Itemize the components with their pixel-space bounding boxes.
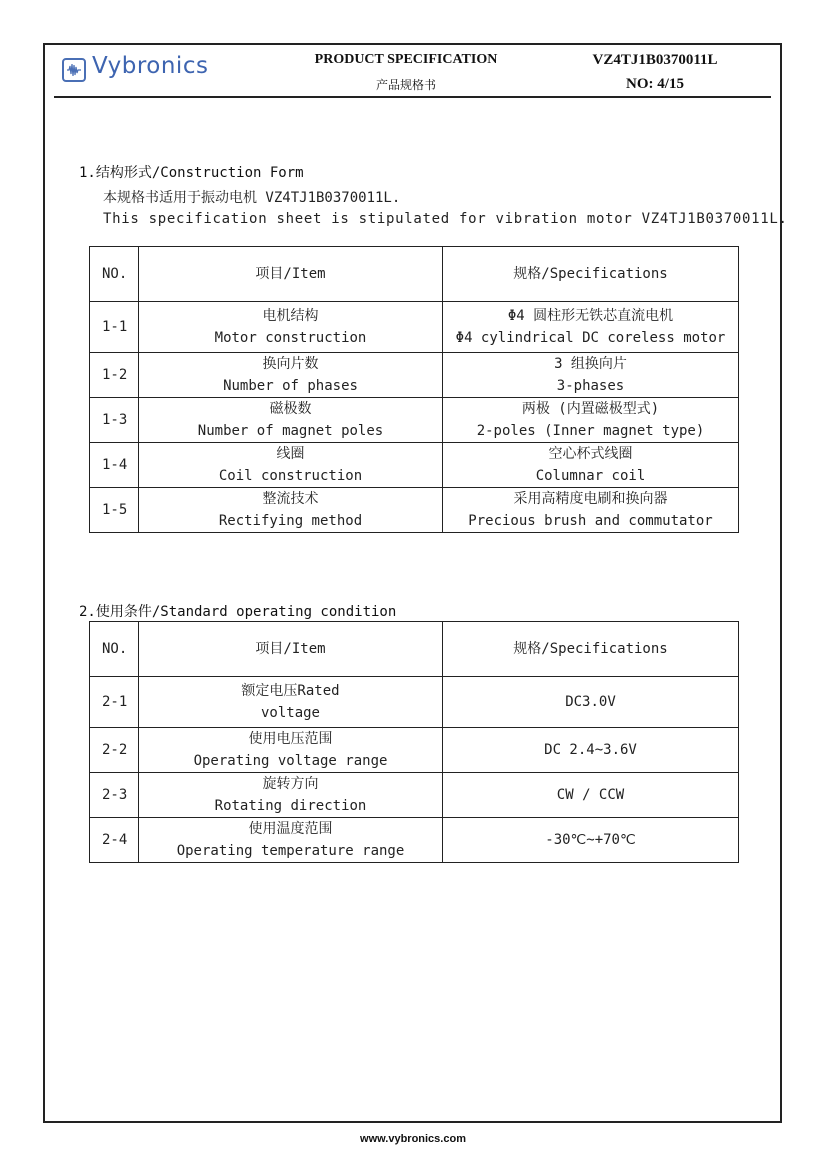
item-en: Rectifying method — [218, 513, 363, 529]
header-divider — [54, 96, 771, 98]
item-zh: 额定电压Rated — [241, 683, 340, 699]
intro-en: This specification sheet is stipulated for vibration motor VZ4TJ1B0370011L. — [103, 211, 788, 227]
row-item — [139, 302, 443, 353]
brand-name: Vybronics — [92, 53, 209, 79]
row-item — [139, 728, 443, 773]
model-number: VZ4TJ1B0370011L — [592, 52, 718, 68]
spec-zh: 空心杯式线圈 — [548, 446, 633, 462]
table-row — [90, 398, 739, 443]
table-row — [90, 677, 739, 728]
spec-zh: Φ4 圆柱形无铁芯直流电机 — [507, 308, 674, 324]
item-zh: 使用电压范围 — [248, 731, 333, 747]
row-spec: DC3.0V — [443, 677, 739, 728]
construction-table — [89, 246, 739, 533]
doc-title-zh: 产品规格书 — [375, 78, 436, 92]
item-en: Rotating direction — [214, 798, 367, 814]
item-en: Operating voltage range — [193, 753, 388, 769]
table-row — [90, 443, 739, 488]
col-header-spec: 规格/Specifications — [443, 247, 739, 302]
spec-en: Precious brush and commutator — [468, 513, 713, 529]
row-no: 2-3 — [90, 773, 139, 818]
doc-title-en: PRODUCT SPECIFICATION — [314, 52, 498, 67]
item-en: Number of magnet poles — [197, 423, 384, 439]
spec-zh: 两极 (内置磁极型式) — [521, 401, 660, 417]
section1-title: 1.结构形式/Construction Form — [79, 165, 304, 181]
item-en: Operating temperature range — [176, 843, 405, 859]
row-spec — [443, 353, 739, 398]
item-en: voltage — [260, 705, 320, 721]
spec-en: Φ4 cylindrical DC coreless motor — [455, 330, 726, 346]
row-spec — [443, 488, 739, 533]
table-row — [90, 353, 739, 398]
table-header-row — [90, 247, 739, 302]
table-row — [90, 773, 739, 818]
row-item — [139, 353, 443, 398]
item-en: Number of phases — [223, 378, 358, 394]
row-spec — [443, 443, 739, 488]
item-en: Motor construction — [214, 330, 367, 346]
item-en: Coil construction — [218, 468, 363, 484]
row-item — [139, 488, 443, 533]
spec-zh: 采用高精度电刷和换向器 — [513, 491, 668, 507]
row-item — [139, 818, 443, 863]
table-row — [90, 728, 739, 773]
brand-logo — [62, 53, 232, 88]
row-item — [139, 773, 443, 818]
intro-zh: 本规格书适用于振动电机 VZ4TJ1B0370011L. — [103, 190, 401, 206]
item-zh: 磁极数 — [269, 401, 312, 417]
item-zh: 旋转方向 — [262, 776, 319, 792]
col-header-no: NO. — [90, 247, 139, 302]
row-spec: DC 2.4~3.6V — [443, 728, 739, 773]
row-spec: CW / CCW — [443, 773, 739, 818]
row-no: 1-4 — [90, 443, 139, 488]
row-spec — [443, 398, 739, 443]
row-no: 2-4 — [90, 818, 139, 863]
spec-en: 2-poles (Inner magnet type) — [476, 423, 705, 439]
item-zh: 电机结构 — [262, 308, 319, 324]
row-no: 1-5 — [90, 488, 139, 533]
spec-en: 3-phases — [556, 378, 625, 394]
row-no: 1-1 — [90, 302, 139, 353]
page-number: NO: 4/15 — [626, 76, 684, 92]
section2-title: 2.使用条件/Standard operating condition — [79, 604, 397, 620]
item-zh: 换向片数 — [262, 356, 319, 372]
col-header-item: 项目/Item — [139, 247, 443, 302]
row-spec — [443, 302, 739, 353]
table-row — [90, 818, 739, 863]
row-item — [139, 443, 443, 488]
item-zh: 线圈 — [276, 446, 305, 462]
table-row — [90, 488, 739, 533]
footer-url: www.vybronics.com — [360, 1133, 466, 1145]
item-zh: 整流技术 — [262, 491, 319, 507]
spec-en: Columnar coil — [535, 468, 646, 484]
spec-zh: 3 组换向片 — [554, 356, 627, 372]
row-no: 1-2 — [90, 353, 139, 398]
item-zh: 使用温度范围 — [248, 821, 333, 837]
col-header-item: 项目/Item — [139, 622, 443, 677]
row-item — [139, 677, 443, 728]
row-no: 2-1 — [90, 677, 139, 728]
waveform-icon — [62, 58, 86, 82]
row-no: 1-3 — [90, 398, 139, 443]
col-header-spec: 规格/Specifications — [443, 622, 739, 677]
row-no: 2-2 — [90, 728, 139, 773]
col-header-no: NO. — [90, 622, 139, 677]
table-row — [90, 302, 739, 353]
operating-condition-table — [89, 621, 739, 863]
row-spec: -30℃~+70℃ — [443, 818, 739, 863]
table-header-row — [90, 622, 739, 677]
row-item — [139, 398, 443, 443]
